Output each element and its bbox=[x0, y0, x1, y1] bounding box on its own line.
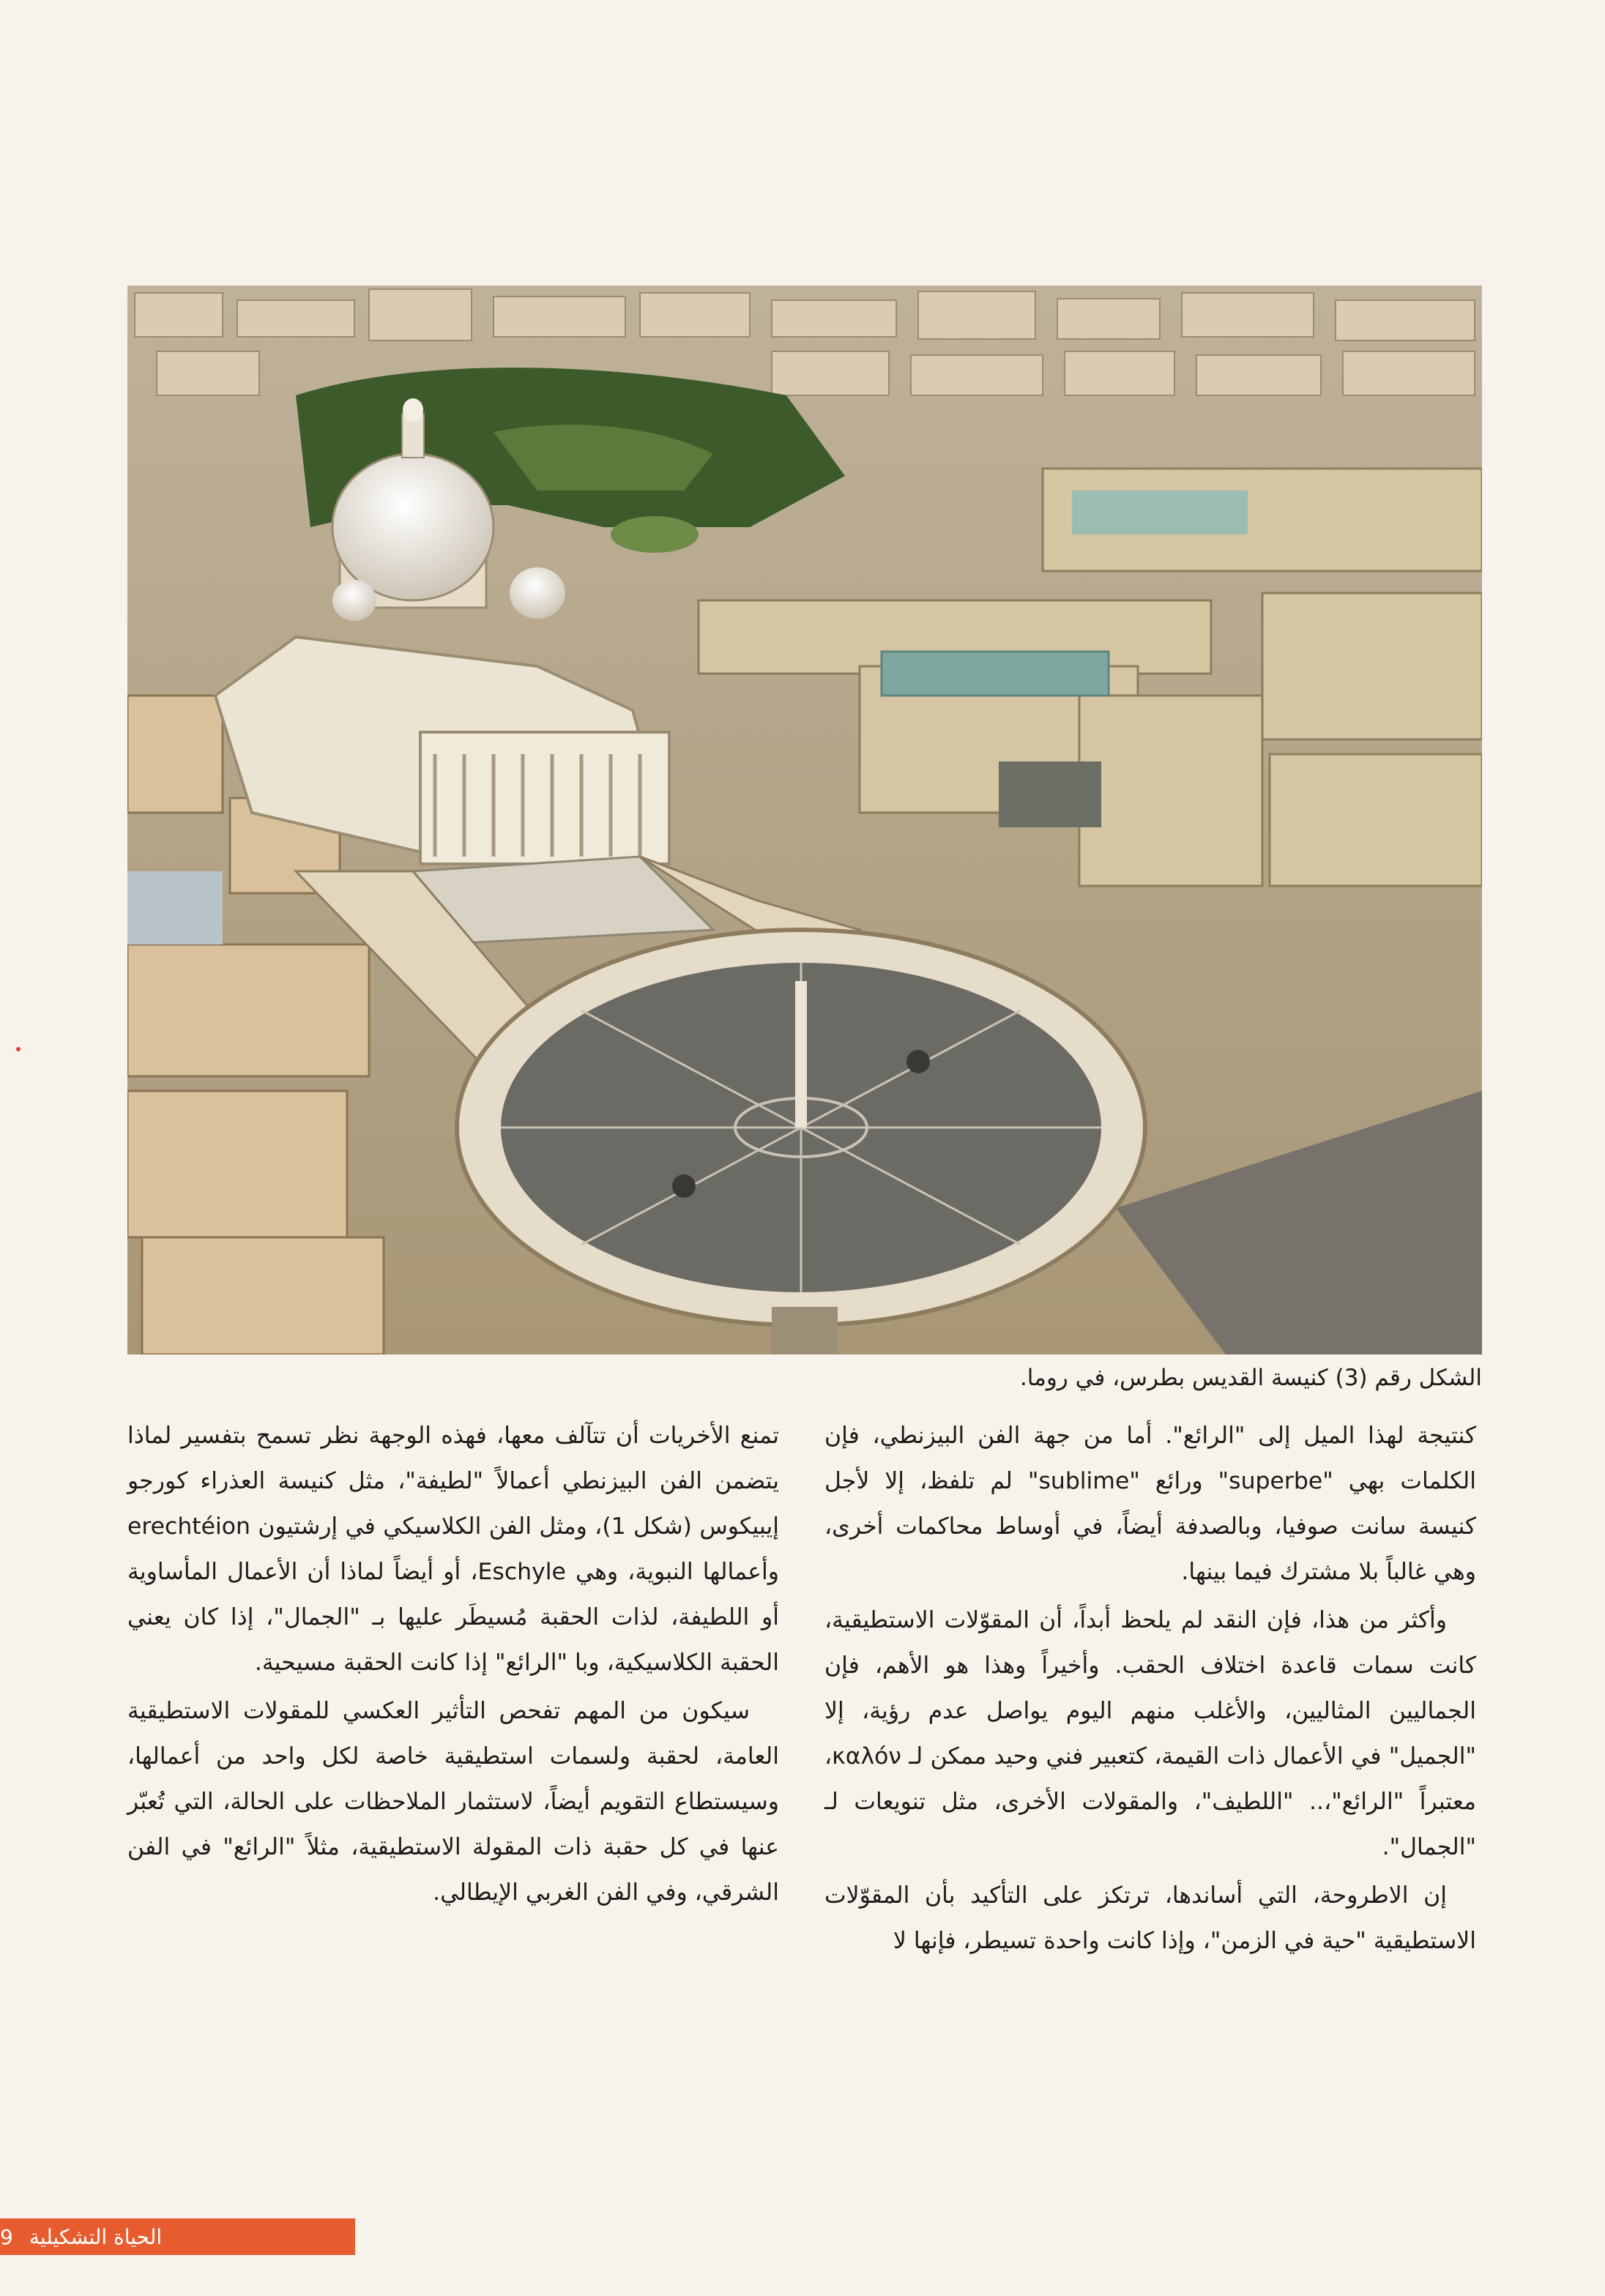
print-mark bbox=[16, 1047, 21, 1051]
st-peters-basilica-photo bbox=[127, 286, 1482, 1354]
page-number: 9 bbox=[0, 2224, 13, 2249]
paragraph: إن الاطروحة، التي أساندها، ترتكز على التأكيد بأن المقوّلات الاستطيقية "حية في الزمن"، وإذا كانت واحدة تسيطر، فإنها لا bbox=[824, 1882, 1476, 1954]
footer-bar bbox=[0, 2218, 355, 2255]
paragraph: كنتيجة لهذا الميل إلى "الرائع". أما من جهة الفن البيزنطي، فإن الكلمات بهي "superbe" ورائع "sublime" لم تلفظ، إلا لأجل كنيسة سانت صوفيا، وبالصدفة أيضاً، في أوساط محاكمات أخرى، وهي غالباً بلا مشترك فيما بينها. bbox=[824, 1423, 1477, 1585]
figure-caption: الشكل رقم (3) كنيسة القديس بطرس، في روما. bbox=[1019, 1365, 1482, 1391]
paragraph: وأكثر من هذا، فإن النقد لم يلحظ أبداً، أن المقوّلات الاستطيقية، كانت سمات قاعدة اختلاف الحقب. وأخيراً وهذا هو الأهم، فإن الجماليين المثاليين، والأغلب منهم اليوم يواصل عدم رؤية، إلا "الجميل" في الأعمال ذات القيمة، كتعبير فني وحيد ممكن لـ καλόν، معتبراً "الرائع"،.. "اللطيف"، والمقولات الأخرى، مثل تنويعات لـ "الجمال". bbox=[824, 1607, 1476, 1860]
paragraph: سيكون من المهم تفحص التأثير العكسي للمقولات الاستطيقية العامة، لحقبة ولسمات استطيقية خاصة لكل واحد من أعمالها، وسيستطاع التقويم أيضاً، لاستثمار الملاحظات على الحالة، التي تُعبّر عنها في كل حقبة ذات المقولة الاستطيقية، مثلاً "الرائع" في الفن الشرقي، وفي الفن الغربي الإيطالي. bbox=[127, 1698, 779, 1906]
text-column-left bbox=[127, 1413, 779, 1915]
text-column-right bbox=[824, 1413, 1476, 1964]
magazine-name: الحياة التشكيلية bbox=[29, 2224, 163, 2249]
paragraph: تمنع الأخريات أن تتآلف معها، فهذه الوجهة نظر تسمح بتفسير لماذا يتضمن الفن البيزنطي أعمالاً "لطيفة"، مثل كنيسة العذراء كورجو إيبيكوس (شكل 1)، ومثل الفن الكلاسيكي في إرشتيون erechtéion وأعمالها النبوية، وهي Eschyle، أو أيضاً لماذا أن الأعمال المأساوية أو اللطيفة، لذات الحقبة مُسيطَر عليها بـ "الجمال"، إذا كان يعني الحقبة الكلاسيكية، وبا "الرائع" إذا كانت الحقبة مسيحية. bbox=[127, 1423, 780, 1676]
